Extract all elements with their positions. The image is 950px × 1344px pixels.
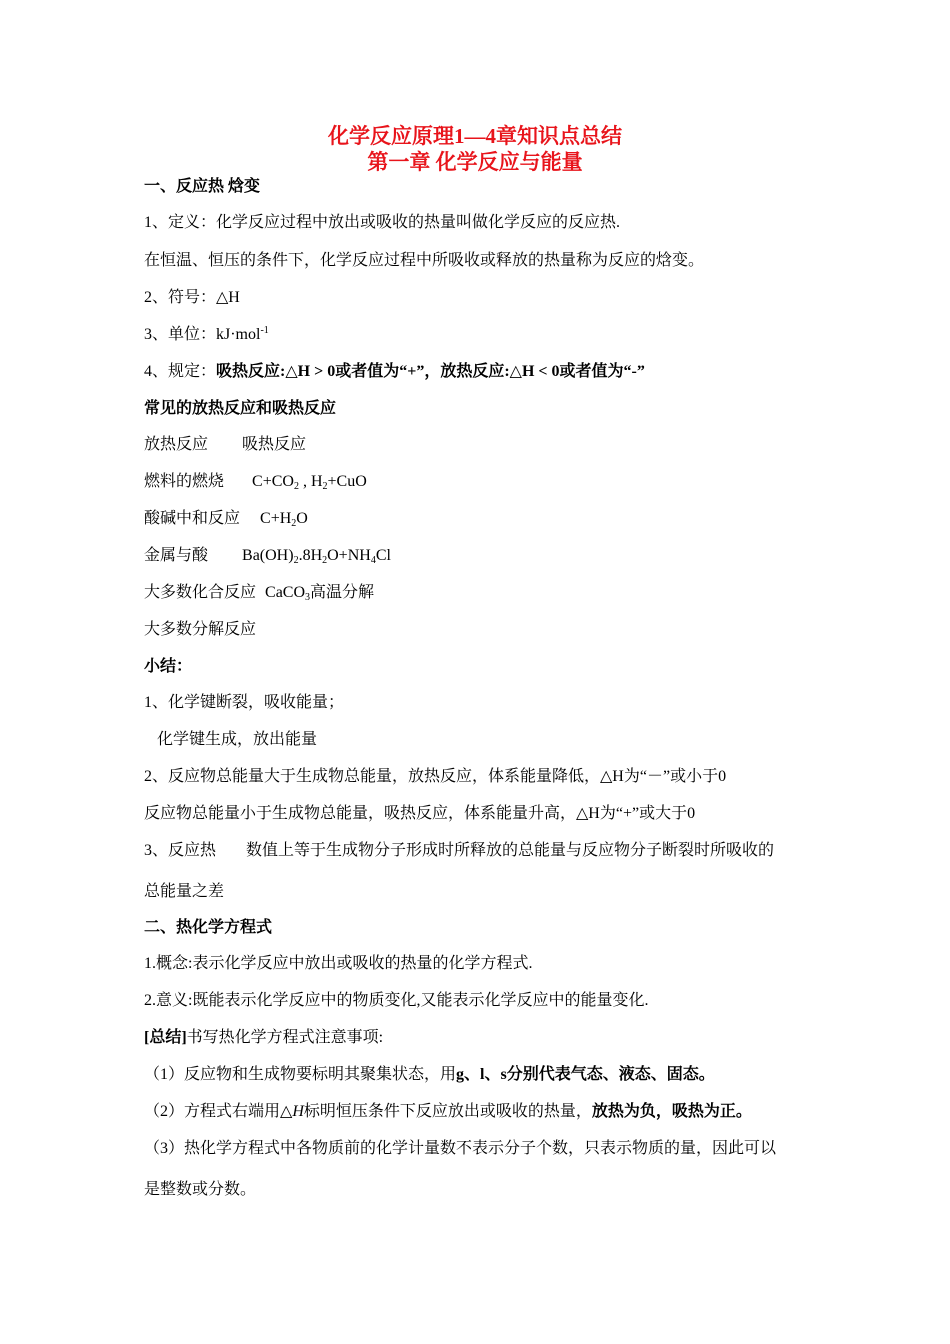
concept-line: 1.概念:表示化学反应中放出或吸收的热量的化学方程式. [144,955,533,972]
meaning-line: 2.意义:既能表示化学反应中的物质变化,又能表示化学反应中的能量变化. [144,992,649,1009]
endothermic-item: CaCO$_3$高温分解 [265,584,375,603]
rule-line [144,361,645,383]
reaction-row [144,545,391,567]
note-2-italic: H [292,1103,304,1120]
summary-notes-text: 书写热化学方程式注意事项: [186,1029,384,1046]
endothermic-item: $Ba(OH)_2.8H_2O+NH_4Cl$ [242,547,391,566]
exothermic-column-label: 放热反应 [144,436,209,453]
rule-label: 4、规定： [144,363,217,380]
summary-point-1a: 1、化学键断裂，吸收能量； [144,694,345,711]
unit-text: 3、单位：kJ·mol [144,326,261,343]
summary-point-1b: 化学键生成，放出能量 [157,731,318,748]
symbol-line: 2、符号：△H [144,289,240,306]
note-2-text-a: （2）方程式右端用△ [144,1103,293,1120]
reaction-heat-label: 3、反应热 [144,842,217,859]
note-3b: 是整数或分数。 [144,1181,257,1198]
definition-line-1: 1、定义：化学反应过程中放出或吸收的热量叫做化学反应的反应热. [144,214,621,231]
common-reactions-heading: 常见的放热反应和吸热反应 [144,400,337,417]
section-heading-reaction-heat: 一、反应热 焓变 [144,178,261,195]
section-heading-thermochemical-equation: 二、热化学方程式 [144,919,273,936]
note-2-text-b: 标明恒压条件下反应放出或吸收的热量， [303,1103,592,1120]
summary-point-2a: 2、反应物总能量大于生成物总能量，放热反应，体系能量降低，△H为“－”或小于0 [144,768,727,785]
summary-notes-line [144,1027,383,1049]
unit-line [144,324,269,346]
endothermic-item: $C+CO_2$ , $H_2+CuO$ [252,473,367,492]
summary-point-3b: 总能量之差 [144,883,225,900]
reaction-row [144,508,308,530]
document-title: 化学反应原理1—4章知识点总结 [328,124,622,148]
reaction-table-header [144,434,306,456]
reaction-row [144,582,374,604]
reaction-row [144,619,256,641]
chapter-title: 第一章 化学反应与能量 [367,150,583,174]
summary-point-3a [144,840,774,862]
exothermic-item: 大多数化合反应 [144,584,257,601]
rule-bold-text: 吸热反应:△H > 0或者值为“+”，放热反应:△H < 0或者值为“-” [216,363,645,380]
note-1 [144,1064,715,1086]
exothermic-item: 大多数分解反应 [144,621,257,638]
note-1-bold: g、l、s分别代表气态、液态、固态。 [456,1066,715,1083]
unit-superscript: -1 [260,325,269,336]
reaction-heat-definition: 数值上等于生成物分子形成时所释放的总能量与反应物分子断裂时所吸收的 [246,842,775,859]
note-3a: （3）热化学方程式中各物质前的化学计量数不表示分子个数，只表示物质的量，因此可以 [144,1140,777,1157]
endothermic-column-label: 吸热反应 [242,436,307,453]
exothermic-item: 金属与酸 [144,547,209,564]
summary-heading: 小结： [144,658,193,675]
summary-tag: [总结] [144,1029,187,1046]
note-2-bold: 放热为负，吸热为正。 [591,1103,752,1120]
summary-point-2b: 反应物总能量小于生成物总能量，吸热反应，体系能量升高，△H为“+”或大于0 [144,805,696,822]
definition-line-2: 在恒温、恒压的条件下，化学反应过程中所吸收或释放的热量称为反应的焓变。 [144,252,705,269]
note-1-text: （1）反应物和生成物要标明其聚集状态，用 [144,1066,457,1083]
exothermic-item: 酸碱中和反应 [144,510,241,527]
reaction-row [144,471,367,493]
endothermic-item: $C+H_2O$ [260,510,308,529]
note-2 [144,1101,752,1123]
exothermic-item: 燃料的燃烧 [144,473,225,490]
